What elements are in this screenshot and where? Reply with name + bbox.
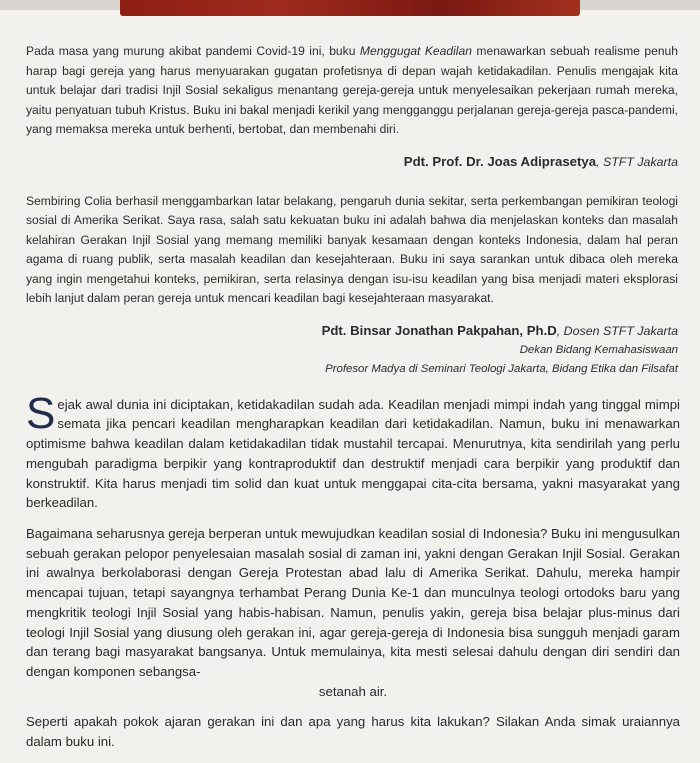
endorsement-2-institution: , Dosen STFT Jakarta — [556, 323, 678, 338]
book-title: Menggugat Keadilan — [359, 44, 472, 59]
synopsis — [26, 388, 680, 752]
synopsis-paragraph-1 — [26, 388, 680, 513]
endorsement-2-role-1: Dekan Bidang Kemahasiswaan — [519, 343, 678, 356]
endorsement-1-institution: , STFT Jakarta — [596, 154, 678, 169]
cover-red-band — [120, 0, 580, 16]
endorsement-2-text: Sembiring Colia berhasil menggambarkan latar belakang, pengaruh dunia sekitar, serta perkembangan pemikiran teologi sosial di Amerika Serikat. Saya rasa, salah satu kekuatan buku ini adalah bahwa dia menjelaskan konteks dan masalah kelahiran Gerakan Injil Sosial yang memang memiliki banyak kesamaan dengan konteks Indonesia, dalam hal peran agama di ruang publik, serta masalah keadilan dan kesejahteraan. Buku ini saya sarankan untuk dibaca oleh mereka yang ingin mengetahui konteks, pemikiran, serta relasinya dengan isu-isu keadilan yang bisa menjadi materi eksplorasi lebih lanjut dalam peran gereja untuk mencari keadilan bagi kesejahteraan masyarakat. — [26, 193, 678, 306]
endorsement-2-author: Pdt. Binsar Jonathan Pakpahan, Ph.D — [321, 322, 557, 338]
endorsement-1-author: Pdt. Prof. Dr. Joas Adiprasetya — [403, 153, 597, 169]
endorsement-1-text-end: menawarkan sebuah realisme penuh harap bagi gereja yang harus menyuarakan gugatan profetisnya di depan wajah ketidakadilan. Penulis mengajak kita untuk belajar dari tradisi Injil Sosial sekaligus menantang gereja-gereja untuk menyelesaikan pekerjaan rumah mereka, yaitu penyatuan tubuh Kristus. Buku ini bakal menjadi kerikil yang mengganggu perjalanan gereja-gereja pasca-pandemi, yang memaksa mereka untuk berhenti, bertobat, dan membenahi diri. — [26, 44, 678, 137]
synopsis-paragraph-2 — [26, 524, 680, 701]
synopsis-paragraph-2-tail: setanah air. — [318, 683, 388, 699]
drop-cap: S — [26, 388, 56, 438]
endorsement-2 — [26, 192, 678, 379]
endorsement-1-text — [26, 42, 678, 140]
synopsis-paragraph-3: Seperti apakah pokok ajaran gerakan ini dan apa yang harus kita lakukan? Silakan Anda simak uraiannya dalam buku ini. — [26, 714, 680, 750]
synopsis-paragraph-1-text: ejak awal dunia ini diciptakan, ketidakadilan sudah ada. Keadilan menjadi mimpi indah yang tinggal mimpi semata jika pencari keadilan mengharapkan keadilan dari ketidakadilan. Namun, buku ini menawarkan optimisme bahwa keadilan dalam ketidakadilan tidak mustahil tercapai. Menurutnya, kita sendirilah yang perlu mengubah paradigma berpikir yang kontraproduktif dan destruktif menjadi cara berpikir yang produktif dan konstruktif. Kita harus menjadi tim solid dan kuat untuk menggapai cita-cita bersama, yakni masyarakat yang berkeadilan. — [26, 396, 680, 511]
endorsement-1-signature — [26, 152, 678, 172]
endorsement-2-role-2: Profesor Madya di Seminari Teologi Jakarta, Bidang Etika dan Filsafat — [325, 362, 678, 375]
endorsement-2-signature — [26, 321, 678, 341]
synopsis-paragraph-2-text: Bagaimana seharusnya gereja berperan untuk mewujudkan keadilan sosial di Indonesia? Buku ini mengusulkan sebuah gerakan pelopor penyelesaian masalah sosial di zaman ini, yakni dengan Gerakan Injil Sosial. Gerakan ini awalnya berkolaborasi dengan Gereja Protestan abad lalu di Amerika Serikat. Dahulu, mereka hampir mencapai tujuan, tetapi sayangnya terhambat Perang Dunia Ke-1 dan munculnya teologi ortodoks baru yang mengkritik teologi Injil Sosial yang habis-habisan. Namun, penulis yakin, gereja bisa belajar plus-minus dari teologi Injil Sosial yang diusung oleh gerakan ini, agar gereja-gereja di Indonesia bisa sungguh menjadi garam dan terang bagi masyarakat bangsanya. Untuk memulainya, kita mesti selesai dahulu dengan diri sendiri dan dengan komponen sebangsa- — [26, 526, 680, 679]
endorsement-1 — [26, 42, 678, 172]
endorsement-1-text-start: Pada masa yang murung akibat pandemi Covid-19 ini, buku — [26, 44, 360, 59]
back-cover-text — [26, 30, 678, 763]
